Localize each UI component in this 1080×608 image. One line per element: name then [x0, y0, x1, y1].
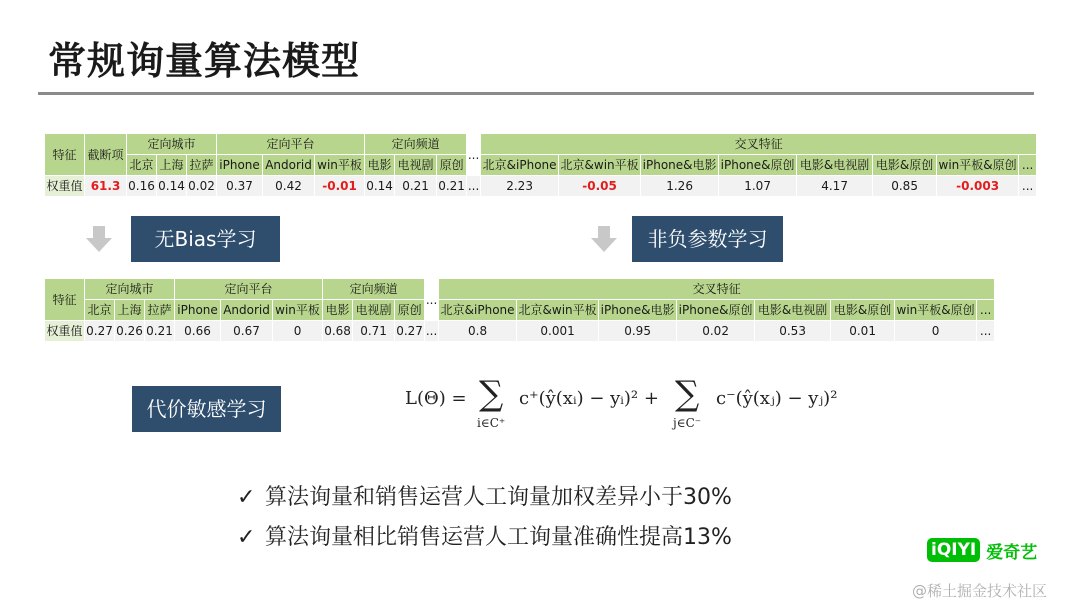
watermark: @稀土掘金技术社区: [912, 582, 1048, 600]
feature-cell: 拉萨: [187, 155, 217, 176]
feature-cell: 电影&原创: [873, 155, 937, 176]
feature-cell: 原创: [437, 155, 467, 176]
weight-cell-negative: -0.05: [559, 176, 641, 197]
weight-cell: 0.27: [85, 321, 115, 342]
weight-cell: 0.37: [217, 176, 263, 197]
weight-cell: 0.95: [599, 321, 677, 342]
weight-cell-ellipsis: ...: [425, 321, 439, 342]
feature-cell: 上海: [157, 155, 187, 176]
group-cross: 交叉特征: [481, 134, 1037, 155]
weight-cell: 0.53: [755, 321, 831, 342]
weight-cell: 2.23: [481, 176, 559, 197]
weight-cell: 0: [895, 321, 977, 342]
group-city: 定向城市: [127, 134, 217, 155]
feature-cell: 北京&win平板: [559, 155, 641, 176]
group-cross: 交叉特征: [439, 279, 995, 300]
feature-cell: iPhone&原创: [719, 155, 797, 176]
header-intercept: 截断项: [85, 134, 127, 176]
conclusion-text: 算法询量相比销售运营人工询量准确性提高13%: [265, 525, 732, 550]
conclusion-text: 算法询量和销售运营人工询量加权差异小于30%: [265, 485, 732, 510]
weight-cell-ellipsis: ...: [1019, 176, 1037, 197]
feature-cell: 电影&电视剧: [797, 155, 873, 176]
step-no-bias-learning: 无Bias学习: [131, 216, 280, 262]
weight-cell: 0.21: [437, 176, 467, 197]
weight-cell: 4.17: [797, 176, 873, 197]
feature-cell: iPhone: [175, 300, 221, 321]
conclusion-item: [237, 518, 732, 558]
weight-cell: 0.02: [187, 176, 217, 197]
weight-cell: 0.21: [145, 321, 175, 342]
group-platform: 定向平台: [217, 134, 365, 155]
down-arrow-icon: [84, 224, 114, 254]
feature-cell: Andorid: [221, 300, 273, 321]
weight-cell: 0.14: [365, 176, 395, 197]
row-label-weight: 权重值: [45, 176, 85, 197]
feature-cell: iPhone&电影: [641, 155, 719, 176]
formula-lhs: L(Θ) =: [405, 388, 467, 409]
feature-cell: 北京&win平板: [517, 300, 599, 321]
conclusion-item: [237, 478, 732, 518]
check-icon: ✓: [237, 485, 256, 510]
header-feature: 特征: [45, 279, 85, 321]
group-ellipsis: ...: [467, 134, 481, 176]
formula-sum1-sub: i∈C⁺: [477, 416, 506, 430]
feature-cell: 北京&iPhone: [481, 155, 559, 176]
feature-cell: 电影: [365, 155, 395, 176]
feature-cell: win平板: [315, 155, 365, 176]
step-nonnegative-learning: 非负参数学习: [632, 216, 783, 262]
weight-cell-negative: -0.01: [315, 176, 365, 197]
weight-cell: 1.26: [641, 176, 719, 197]
weight-cell: 0.14: [157, 176, 187, 197]
weight-cell: 0.8: [439, 321, 517, 342]
group-channel: 定向频道: [323, 279, 425, 300]
weight-cell: 0.66: [175, 321, 221, 342]
weight-cell: 0.02: [677, 321, 755, 342]
feature-cell: ...: [1019, 155, 1037, 176]
feature-cell: 电影&原创: [831, 300, 895, 321]
title-divider: [38, 92, 1034, 95]
weight-cell-ellipsis: ...: [467, 176, 481, 197]
conclusion-list: [237, 478, 732, 558]
intercept-value: 61.3: [85, 176, 127, 197]
logo-text: 爱奇艺: [986, 542, 1038, 563]
formula-sum2-sub: j∈C⁻: [673, 416, 702, 430]
weight-cell: 0.71: [353, 321, 395, 342]
feature-cell: 电视剧: [395, 155, 437, 176]
iqiyi-logo: [927, 536, 1037, 564]
group-city: 定向城市: [85, 279, 175, 300]
weight-cell: 0.68: [323, 321, 353, 342]
header-feature: 特征: [45, 134, 85, 176]
down-arrow-icon: [589, 224, 619, 254]
formula-term2: c⁻(ŷ(xⱼ) − yⱼ)²: [716, 388, 838, 409]
row-label-weight: 权重值: [45, 321, 85, 342]
weight-cell: 0: [273, 321, 323, 342]
feature-cell: 电影: [323, 300, 353, 321]
weight-cell-negative: -0.003: [937, 176, 1019, 197]
feature-cell: iPhone&电影: [599, 300, 677, 321]
weight-cell-ellipsis: ...: [977, 321, 995, 342]
weight-cell: 1.07: [719, 176, 797, 197]
weight-cell: 0.21: [395, 176, 437, 197]
weights-table-original: [44, 133, 1037, 197]
weight-cell: 0.85: [873, 176, 937, 197]
feature-cell: 电影&电视剧: [755, 300, 831, 321]
weight-cell: 0.16: [127, 176, 157, 197]
weight-cell: 0.67: [221, 321, 273, 342]
feature-cell: iPhone: [217, 155, 263, 176]
weight-cell: 0.27: [395, 321, 425, 342]
logo-mark: iQIYI: [927, 538, 980, 562]
weight-cell: 0.01: [831, 321, 895, 342]
group-platform: 定向平台: [175, 279, 323, 300]
group-channel: 定向频道: [365, 134, 467, 155]
feature-cell: win平板&原创: [937, 155, 1019, 176]
formula-term1: c⁺(ŷ(xᵢ) − yᵢ)² +: [519, 388, 659, 409]
feature-cell: iPhone&原创: [677, 300, 755, 321]
feature-cell: ...: [977, 300, 995, 321]
sum-symbol-icon: ∑: [479, 374, 504, 414]
feature-cell: win平板&原创: [895, 300, 977, 321]
feature-cell: 原创: [395, 300, 425, 321]
weight-cell: 0.42: [263, 176, 315, 197]
group-ellipsis: ...: [425, 279, 439, 321]
feature-cell: 北京&iPhone: [439, 300, 517, 321]
weight-cell: 0.26: [115, 321, 145, 342]
feature-cell: win平板: [273, 300, 323, 321]
feature-cell: 北京: [127, 155, 157, 176]
slide-title: 常规询量算法模型: [48, 39, 361, 83]
feature-cell: 上海: [115, 300, 145, 321]
feature-cell: 电视剧: [353, 300, 395, 321]
step-cost-sensitive-learning: 代价敏感学习: [132, 386, 281, 432]
sum-symbol-icon: ∑: [675, 374, 700, 414]
weights-table-learned: [44, 278, 995, 342]
weight-cell: 0.001: [517, 321, 599, 342]
feature-cell: Andorid: [263, 155, 315, 176]
feature-cell: 拉萨: [145, 300, 175, 321]
feature-cell: 北京: [85, 300, 115, 321]
check-icon: ✓: [237, 525, 256, 550]
